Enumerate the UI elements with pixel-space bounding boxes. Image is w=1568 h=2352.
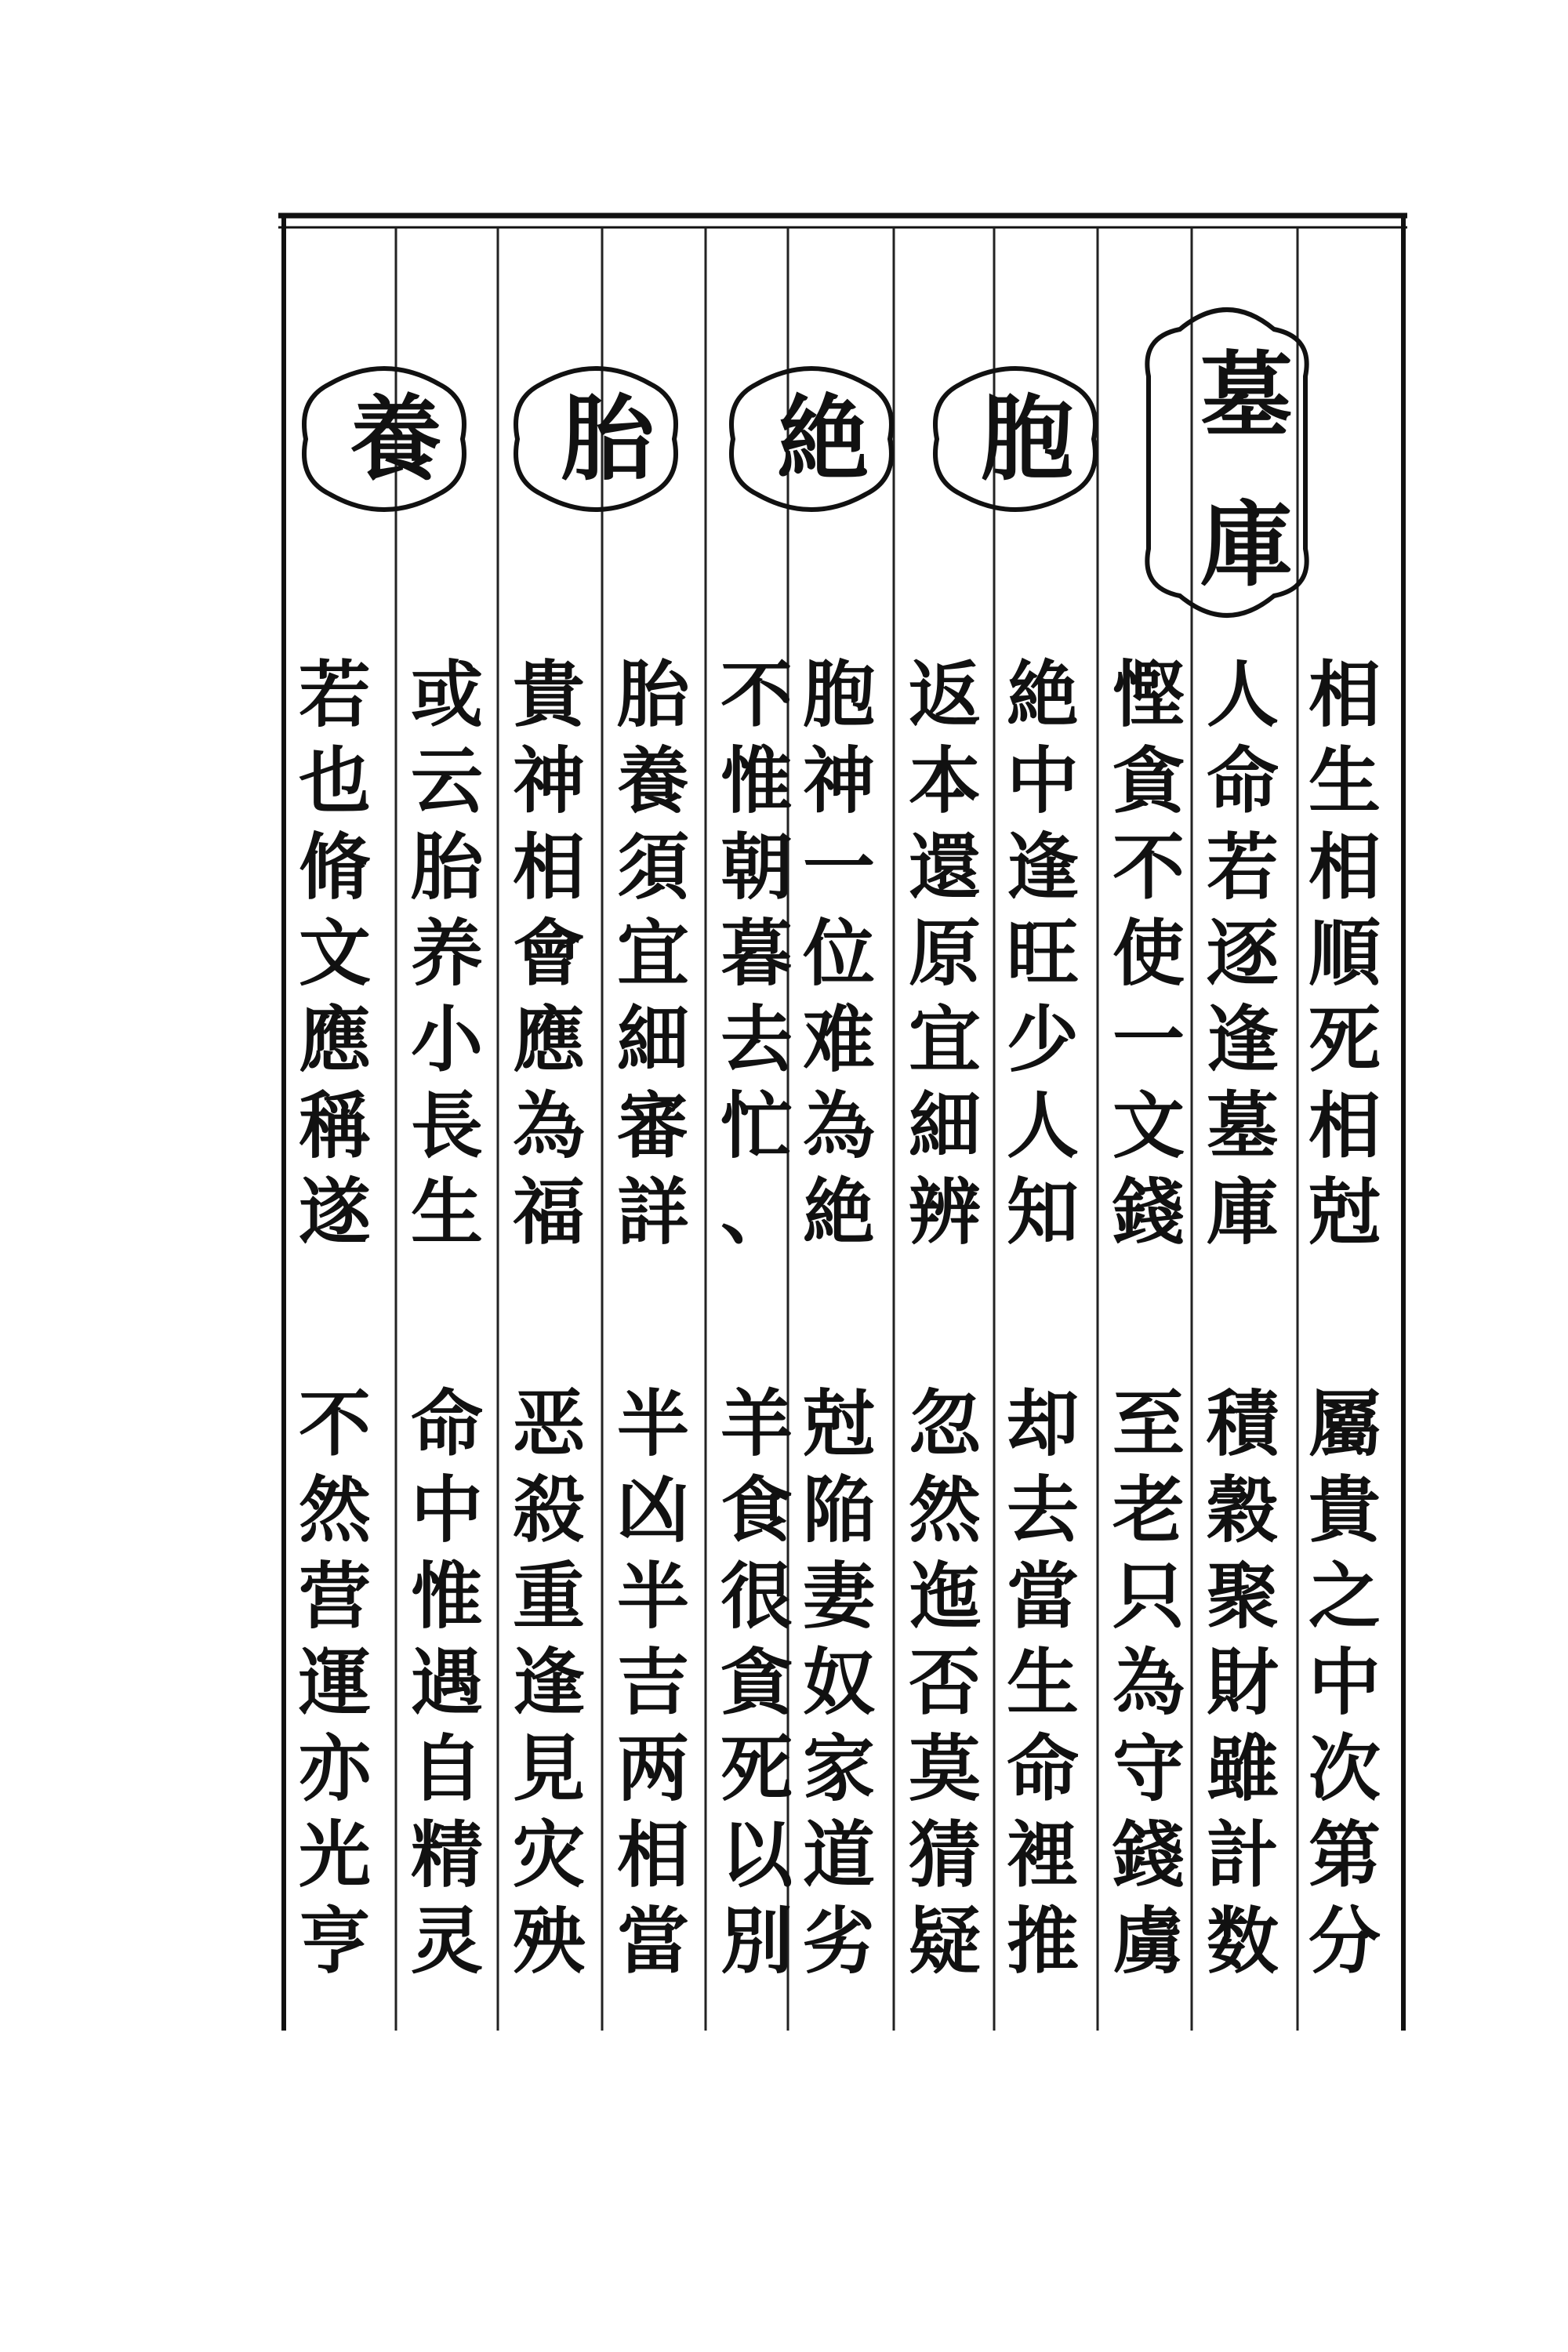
glyph: 惟 xyxy=(720,739,793,823)
glyph: 位 xyxy=(802,911,875,996)
glyph: 也 xyxy=(298,739,371,823)
glyph: 恶 xyxy=(512,1381,585,1466)
glyph: 否 xyxy=(908,1640,981,1725)
glyph: 應 xyxy=(298,997,371,1082)
glyph: 錢 xyxy=(1112,1813,1185,1897)
glyph: 中 xyxy=(1308,1640,1381,1725)
glyph: 相 xyxy=(616,1813,689,1897)
glyph: 神 xyxy=(512,739,585,823)
glyph: 為 xyxy=(802,1083,875,1168)
glyph: 宜 xyxy=(616,911,689,996)
glyph: 遂 xyxy=(298,1170,371,1254)
text-column xyxy=(610,652,696,1262)
glyph: 至 xyxy=(1112,1381,1185,1466)
text-column xyxy=(404,652,490,1262)
glyph: 去 xyxy=(720,997,793,1082)
text-column xyxy=(713,652,800,1262)
glyph: 灾 xyxy=(512,1813,585,1897)
glyph: 半 xyxy=(616,1381,689,1466)
glyph: 尅 xyxy=(1308,1170,1381,1254)
glyph: 詳 xyxy=(616,1170,689,1254)
text-column xyxy=(506,1381,592,1991)
glyph: 脩 xyxy=(298,825,371,909)
glyph: 貴 xyxy=(512,652,585,737)
glyph: 審 xyxy=(616,1083,689,1168)
glyph: 當 xyxy=(1006,1554,1079,1639)
glyph: 小 xyxy=(410,997,483,1082)
text-column xyxy=(1301,652,1388,1262)
glyph: 难 xyxy=(802,997,875,1082)
glyph: 迤 xyxy=(908,1554,981,1639)
glyph: 不 xyxy=(720,652,793,737)
glyph: 文 xyxy=(1112,1083,1185,1168)
glyph: 生 xyxy=(1308,739,1381,823)
glyph: 养 xyxy=(410,911,483,996)
glyph: 胎 xyxy=(616,652,689,737)
glyph: 精 xyxy=(410,1813,483,1897)
heading-text: 養 xyxy=(349,384,442,493)
text-column xyxy=(1000,652,1086,1262)
glyph: 守 xyxy=(1112,1726,1185,1811)
glyph: 宜 xyxy=(908,997,981,1082)
glyph: 疑 xyxy=(908,1899,981,1984)
glyph: 死 xyxy=(720,1726,793,1811)
glyph: 當 xyxy=(616,1899,689,1984)
text-column xyxy=(1200,1381,1286,1991)
text-column xyxy=(902,652,988,1262)
glyph: 分 xyxy=(1308,1899,1381,1984)
glyph: 逢 xyxy=(1006,825,1079,909)
glyph: 為 xyxy=(1112,1640,1185,1725)
heading-mu-ku xyxy=(1188,321,1305,619)
glyph: 去 xyxy=(1006,1468,1079,1552)
text-column xyxy=(1200,652,1286,1262)
glyph: 然 xyxy=(298,1468,371,1552)
glyph: 還 xyxy=(908,825,981,909)
text-column xyxy=(796,652,882,1262)
text-column xyxy=(1105,1381,1192,1991)
glyph: 凶 xyxy=(616,1468,689,1552)
text-column xyxy=(292,652,378,1262)
glyph: 半 xyxy=(616,1554,689,1639)
glyph: 運 xyxy=(298,1640,371,1725)
glyph: 、 xyxy=(720,1170,793,1254)
glyph: 慳 xyxy=(1112,652,1185,737)
glyph: 劣 xyxy=(802,1899,875,1984)
glyph: 少 xyxy=(1006,997,1079,1082)
glyph: 命 xyxy=(1206,739,1279,823)
glyph: 逢 xyxy=(1206,997,1279,1082)
glyph: 計 xyxy=(1206,1813,1279,1897)
glyph: 本 xyxy=(908,739,981,823)
glyph: 屬 xyxy=(1308,1381,1381,1466)
text-column xyxy=(404,1381,490,1991)
glyph: 命 xyxy=(1006,1726,1079,1811)
glyph: 亨 xyxy=(298,1899,371,1984)
glyph: 以 xyxy=(720,1813,793,1897)
glyph: 相 xyxy=(1308,825,1381,909)
glyph: 不 xyxy=(1112,825,1185,909)
glyph: 自 xyxy=(410,1726,483,1811)
glyph: 原 xyxy=(908,911,981,996)
heading-text: 胎 xyxy=(561,384,654,493)
glyph: 財 xyxy=(1206,1640,1279,1725)
glyph: 聚 xyxy=(1206,1554,1279,1639)
glyph: 然 xyxy=(908,1468,981,1552)
glyph: 莫 xyxy=(908,1726,981,1811)
glyph: 殺 xyxy=(512,1468,585,1552)
glyph: 朝 xyxy=(720,825,793,909)
glyph: 一 xyxy=(1112,997,1185,1082)
glyph: 吉 xyxy=(616,1640,689,1725)
glyph: 胞 xyxy=(802,652,875,737)
glyph: 庫 xyxy=(1206,1170,1279,1254)
glyph: 墓 xyxy=(1206,1083,1279,1168)
glyph: 营 xyxy=(298,1554,371,1639)
glyph: 一 xyxy=(802,825,875,909)
glyph: 忽 xyxy=(908,1381,981,1466)
glyph: 忙 xyxy=(720,1083,793,1168)
text-column xyxy=(610,1381,696,1991)
glyph: 文 xyxy=(298,911,371,996)
glyph: 見 xyxy=(512,1726,585,1811)
glyph: 光 xyxy=(298,1813,371,1897)
glyph: 只 xyxy=(1112,1554,1185,1639)
glyph: 两 xyxy=(616,1726,689,1811)
glyph: 第 xyxy=(1308,1813,1381,1897)
glyph: 羊 xyxy=(720,1381,793,1466)
glyph: 稱 xyxy=(298,1083,371,1168)
glyph: 穀 xyxy=(1206,1468,1279,1552)
glyph: 應 xyxy=(512,997,585,1082)
text-column xyxy=(1000,1381,1086,1991)
glyph: 虜 xyxy=(1112,1899,1185,1984)
glyph: 辨 xyxy=(908,1170,981,1254)
glyph: 絶 xyxy=(802,1170,875,1254)
heading-text: 胞 xyxy=(980,384,1073,493)
glyph: 逐 xyxy=(1206,911,1279,996)
glyph: 相 xyxy=(512,825,585,909)
glyph: 絶 xyxy=(1006,652,1079,737)
glyph: 数 xyxy=(1206,1899,1279,1984)
heading-text: 絶 xyxy=(776,384,869,493)
glyph: 若 xyxy=(298,652,371,737)
glyph: 長 xyxy=(410,1083,483,1168)
glyph: 之 xyxy=(1308,1554,1381,1639)
glyph: 次 xyxy=(1308,1726,1381,1811)
glyph: 死 xyxy=(1308,997,1381,1082)
glyph: 貪 xyxy=(720,1640,793,1725)
glyph: 中 xyxy=(410,1468,483,1552)
glyph: 或 xyxy=(410,652,483,737)
glyph: 猜 xyxy=(908,1813,981,1897)
text-column xyxy=(292,1381,378,1991)
glyph: 云 xyxy=(410,739,483,823)
glyph: 若 xyxy=(1206,825,1279,909)
text-column xyxy=(1301,1381,1388,1991)
glyph: 奴 xyxy=(802,1640,875,1725)
glyph: 須 xyxy=(616,825,689,909)
glyph: 重 xyxy=(512,1554,585,1639)
glyph: 却 xyxy=(1006,1381,1079,1466)
glyph: 相 xyxy=(1308,1083,1381,1168)
text-column xyxy=(506,652,592,1262)
glyph: 遇 xyxy=(410,1640,483,1725)
glyph: 灵 xyxy=(410,1899,483,1984)
glyph: 返 xyxy=(908,652,981,737)
glyph: 神 xyxy=(802,739,875,823)
heading-text: 墓 xyxy=(1200,341,1293,450)
heading-yang xyxy=(325,384,466,494)
glyph: 尅 xyxy=(802,1381,875,1466)
heading-text: 庫 xyxy=(1200,490,1293,599)
glyph: 積 xyxy=(1206,1381,1279,1466)
glyph: 錢 xyxy=(1112,1170,1185,1254)
text-column xyxy=(713,1381,800,1991)
glyph: 人 xyxy=(1206,652,1279,737)
glyph: 為 xyxy=(512,1083,585,1168)
glyph: 貴 xyxy=(1308,1468,1381,1552)
glyph: 胎 xyxy=(410,825,483,909)
text-column xyxy=(1105,652,1192,1262)
glyph: 養 xyxy=(616,739,689,823)
glyph: 貪 xyxy=(1112,739,1185,823)
glyph: 相 xyxy=(1308,652,1381,737)
glyph: 很 xyxy=(720,1554,793,1639)
heading-tai xyxy=(537,384,678,494)
glyph: 知 xyxy=(1006,1170,1079,1254)
glyph: 細 xyxy=(616,997,689,1082)
glyph: 中 xyxy=(1006,739,1079,823)
glyph: 殃 xyxy=(512,1899,585,1984)
glyph: 生 xyxy=(1006,1640,1079,1725)
glyph: 順 xyxy=(1308,911,1381,996)
glyph: 亦 xyxy=(298,1726,371,1811)
glyph: 雖 xyxy=(1206,1726,1279,1811)
glyph: 裡 xyxy=(1006,1813,1079,1897)
glyph: 細 xyxy=(908,1083,981,1168)
glyph: 道 xyxy=(802,1813,875,1897)
glyph: 會 xyxy=(512,911,585,996)
glyph: 不 xyxy=(298,1381,371,1466)
glyph: 暮 xyxy=(720,911,793,996)
glyph: 惟 xyxy=(410,1554,483,1639)
heading-jue xyxy=(753,384,894,494)
text-column xyxy=(902,1381,988,1991)
text-column xyxy=(796,1381,882,1991)
glyph: 福 xyxy=(512,1170,585,1254)
glyph: 推 xyxy=(1006,1899,1079,1984)
glyph: 生 xyxy=(410,1170,483,1254)
glyph: 妻 xyxy=(802,1554,875,1639)
glyph: 家 xyxy=(802,1726,875,1811)
glyph: 旺 xyxy=(1006,911,1079,996)
glyph: 使 xyxy=(1112,911,1185,996)
glyph: 陥 xyxy=(802,1468,875,1552)
glyph: 命 xyxy=(410,1381,483,1466)
glyph: 人 xyxy=(1006,1083,1079,1168)
glyph: 別 xyxy=(720,1899,793,1984)
glyph: 逢 xyxy=(512,1640,585,1725)
glyph: 食 xyxy=(720,1468,793,1552)
glyph: 老 xyxy=(1112,1468,1185,1552)
heading-bao xyxy=(956,384,1098,494)
